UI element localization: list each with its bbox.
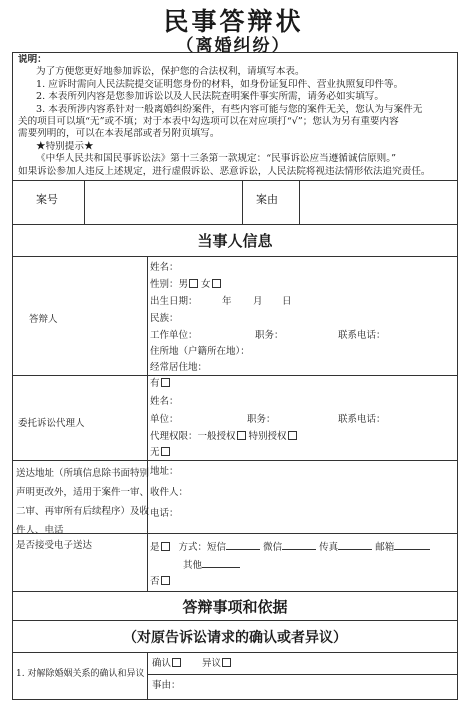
agent-name-label: 姓名： (150, 396, 179, 407)
agent-yes-label: 有 (150, 378, 160, 389)
birth-day-label: 日 (282, 296, 292, 307)
authority-special-label: 特别授权 (248, 431, 287, 442)
respondent-birth-label: 出生日期： (150, 296, 198, 307)
e-service-no-checkbox[interactable] (161, 576, 170, 585)
confirm-label: 确认 (152, 658, 172, 669)
e-service-no-label: 否 (150, 576, 160, 587)
authority-general-label: 代理权限：一般授权 (150, 431, 236, 442)
gender-female-checkbox[interactable] (212, 279, 221, 288)
e-service-yes-row (150, 540, 430, 554)
respondent-residence-label: 住所地（户籍所在地）： (150, 346, 250, 357)
case-number-label: 案号 (36, 193, 58, 206)
instructions-item-2: 2. 本表所列内容是您参加诉讼以及人民法院查明案件事实所需，请务必如实填写。 (36, 91, 384, 103)
defense-item-1-options (152, 658, 231, 670)
section-title-defense: 答辩事项和依据 (182, 598, 288, 616)
e-service-yes-checkbox[interactable] (161, 542, 170, 551)
agent-yes-checkbox[interactable] (161, 378, 170, 387)
email-field[interactable] (394, 540, 430, 550)
wechat-field[interactable] (282, 540, 316, 550)
instructions (18, 54, 454, 178)
page-subtitle: （离婚纠纷） (176, 36, 291, 56)
respondent-gender (150, 279, 221, 291)
divider (242, 180, 243, 224)
divider (12, 460, 458, 461)
service-address-label-line: 二审、再审所有后续程序）及收 (16, 506, 150, 517)
divider (148, 674, 458, 675)
e-service-wechat-label: 微信 (263, 542, 283, 553)
respondent-name-label: 姓名： (150, 262, 179, 273)
case-number-field[interactable] (86, 182, 240, 222)
respondent-position-label: 职务： (255, 330, 284, 341)
service-address-label (16, 464, 149, 540)
agent-none-label: 无 (150, 447, 160, 458)
agent-yes (150, 378, 170, 390)
birth-year-label: 年 (222, 296, 232, 307)
respondent-label: 答辩人 (29, 314, 58, 325)
dispute-checkbox[interactable] (222, 658, 231, 667)
agent-label: 委托诉讼代理人 (18, 418, 85, 429)
special-notice-heading: ★特别提示★ (36, 140, 94, 152)
address-label: 地址： (150, 466, 179, 477)
reason-label: 事由： (152, 680, 181, 691)
e-service-other-label: 其他 (183, 560, 203, 571)
confirm-checkbox[interactable] (172, 658, 181, 667)
divider (84, 180, 85, 224)
instructions-item-3-cont: 需要列明的，可以在本表尾部或者另附页填写。 (18, 128, 220, 140)
divider (12, 375, 458, 376)
divider (12, 620, 458, 621)
defense-item-1-label: 1. 对解除婚姻关系的确认和异议 (16, 669, 145, 679)
divider (12, 224, 458, 225)
divider (12, 180, 458, 181)
dispute-label: 异议 (202, 658, 222, 669)
agent-phone-label: 联系电话： (338, 414, 386, 425)
service-address-label-line: 声明更改外，适用于案件一审、 (16, 487, 150, 498)
respondent-habitual-residence-label: 经常居住地： (150, 362, 208, 373)
section-subtitle-defense: （对原告诉讼请求的确认或者异议） (123, 630, 347, 646)
other-field[interactable] (202, 558, 240, 568)
agent-none-checkbox[interactable] (161, 447, 170, 456)
agent-authority (150, 431, 297, 443)
fax-field[interactable] (338, 540, 372, 550)
section-title-parties: 当事人信息 (197, 232, 273, 250)
service-address-label-line: 送达地址（所填信息除书面特别 (16, 468, 150, 479)
authority-general-checkbox[interactable] (237, 431, 246, 440)
divider (147, 256, 148, 591)
divider (12, 256, 458, 257)
instructions-item-3-cont: 关的项目可以填“无”或不填；对于本表中勾选项可以在对应项打“√”；您认为另有重要内容 (18, 116, 399, 128)
gender-male-checkbox[interactable] (189, 279, 198, 288)
e-service-no-row (150, 576, 170, 588)
birth-month-label: 月 (253, 296, 263, 307)
divider (147, 652, 148, 699)
agent-none (150, 447, 170, 459)
authority-special-checkbox[interactable] (288, 431, 297, 440)
case-cause-field[interactable] (301, 182, 456, 222)
gender-female-label: 女 (201, 279, 211, 290)
agent-position-label: 职务： (247, 414, 276, 425)
e-service-fax-label: 传真 (319, 542, 339, 553)
service-address-label-line: 件人、电话 (16, 525, 64, 536)
recipient-label: 收件人： (150, 487, 189, 498)
instructions-item-1: 1. 应诉时需向人民法院提交证明您身份的材料，如身份证复印件、营业执照复印件等。 (36, 78, 404, 90)
divider (12, 591, 458, 592)
e-service-label: 是否接受电子送达 (16, 540, 93, 551)
e-service-yes-label: 是 (150, 542, 160, 553)
respondent-phone-label: 联系电话： (338, 330, 386, 341)
law-warning: 如果诉讼参加人违反上述规定，进行虚假诉讼、恶意诉讼，人民法院将视违法情形依法追究责任。 (18, 165, 431, 177)
e-service-sms-label: 方式：短信 (178, 542, 227, 553)
agent-employer-label: 单位： (150, 414, 179, 425)
law-citation: 《中华人民共和国民事诉讼法》第十三条第一款规定：“民事诉讼应当遵循诚信原则。” (36, 153, 396, 165)
instructions-item-3: 3. 本表所涉内容系针对一般离婚纠纷案件，有些内容可能与您的案件无关，您认为与案件无 (36, 103, 423, 115)
phone-label: 电话： (150, 508, 179, 519)
gender-male-label: 性别：男 (150, 279, 189, 290)
page-title: 民事答辩状 (163, 7, 304, 36)
case-cause-label: 案由 (256, 193, 278, 206)
instructions-intro: 为了方便您更好地参加诉讼，保护您的合法权利，请填写本表。 (36, 66, 305, 78)
respondent-employer-label: 工作单位： (150, 330, 198, 341)
divider (12, 533, 458, 534)
instructions-heading: 说明： (18, 54, 47, 65)
sms-field[interactable] (226, 540, 260, 550)
e-service-email-label: 邮箱 (375, 542, 395, 553)
divider (299, 180, 300, 224)
e-service-other-row (183, 558, 240, 572)
divider (12, 652, 458, 653)
respondent-ethnicity-label: 民族： (150, 313, 179, 324)
